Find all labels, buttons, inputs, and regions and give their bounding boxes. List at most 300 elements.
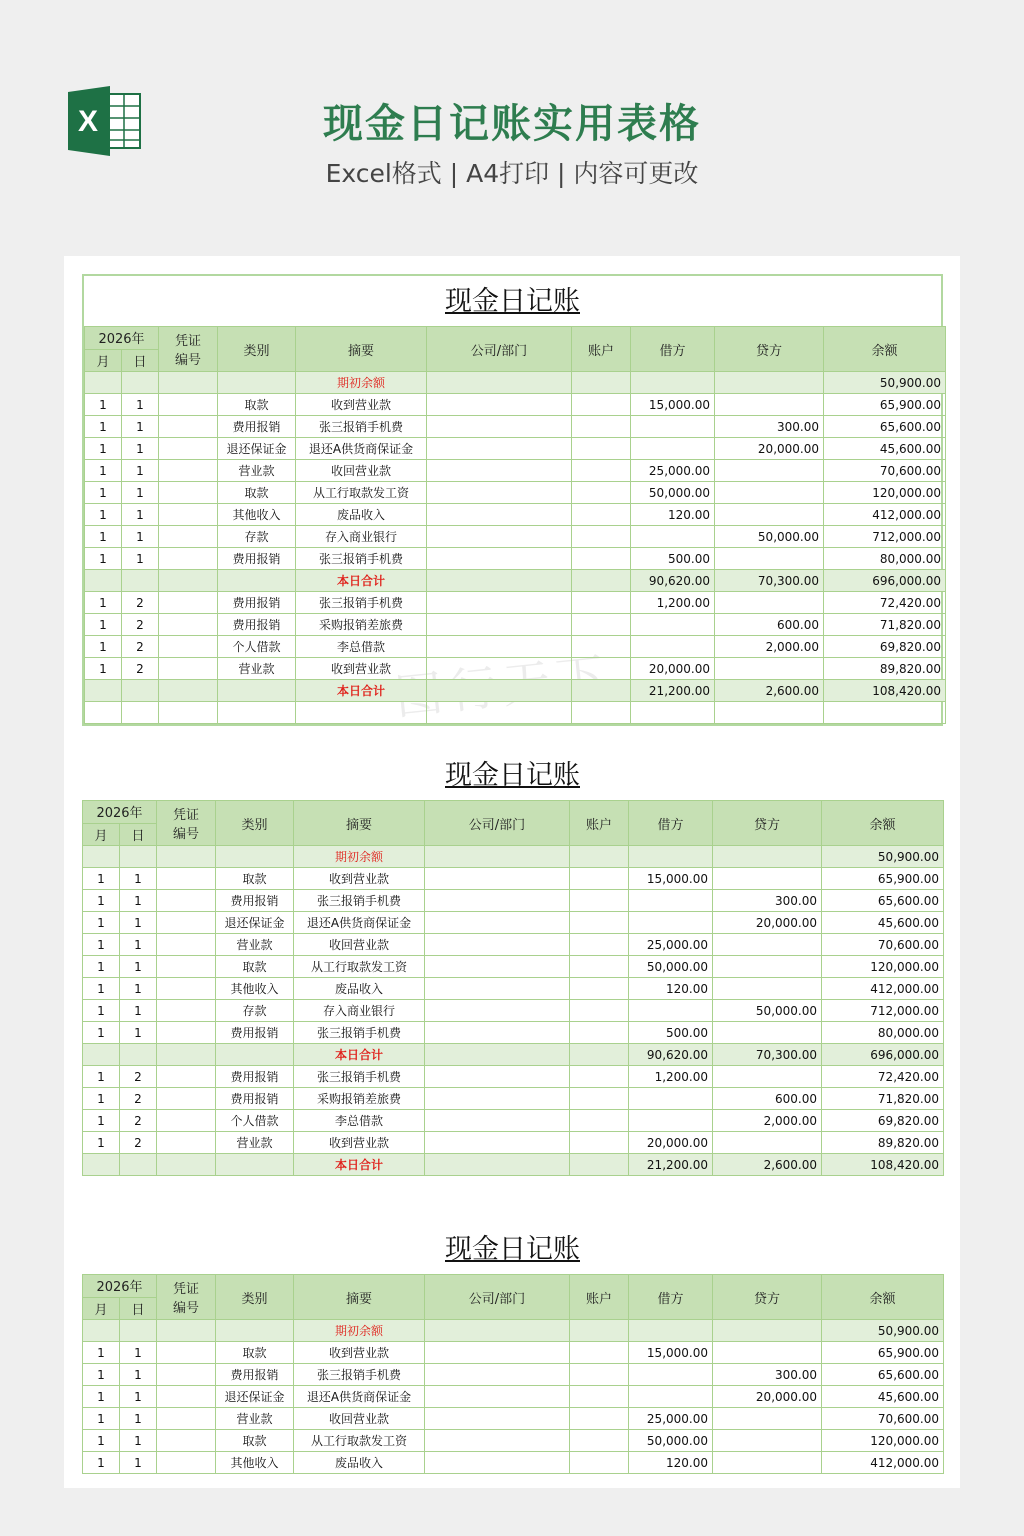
cell-company — [425, 1000, 570, 1022]
cell-day: 1 — [122, 394, 159, 416]
cell-day: 2 — [120, 1066, 157, 1088]
cell-summary: 退还A供货商保证金 — [296, 438, 427, 460]
cell-day: 1 — [120, 1430, 157, 1452]
cell — [425, 846, 570, 868]
cell-account — [570, 1408, 629, 1430]
cell-summary: 废品收入 — [294, 978, 425, 1000]
ledger-3 — [82, 1224, 943, 1474]
col-header-summary: 摘要 — [294, 1275, 425, 1320]
cell-debit — [631, 438, 715, 460]
cell-credit — [715, 658, 824, 680]
cell-day: 1 — [120, 1000, 157, 1022]
cell-voucher — [157, 1342, 216, 1364]
cell-day: 1 — [120, 1452, 157, 1474]
cell-month — [85, 680, 122, 702]
cell-month: 1 — [85, 394, 122, 416]
col-header-day: 日 — [122, 349, 159, 372]
col-header-year: 2026年 — [83, 801, 157, 824]
cell-day: 1 — [120, 1364, 157, 1386]
cell-credit — [715, 504, 824, 526]
cell-day — [122, 680, 159, 702]
cell — [157, 846, 216, 868]
cell-company — [425, 1342, 570, 1364]
cell-voucher — [159, 460, 218, 482]
table-row — [83, 956, 944, 978]
cell-balance: 120,000.00 — [822, 956, 944, 978]
cell-balance: 69,820.00 — [822, 1110, 944, 1132]
cell-day: 1 — [122, 504, 159, 526]
cell-category: 费用报销 — [218, 416, 296, 438]
cell-account — [570, 1430, 629, 1452]
table-row — [85, 548, 946, 570]
cell-debit — [629, 912, 713, 934]
cell-month: 1 — [85, 592, 122, 614]
cell-summary: 张三报销手机费 — [296, 416, 427, 438]
cell-account — [570, 1022, 629, 1044]
cell-day: 2 — [122, 614, 159, 636]
cell-account — [572, 394, 631, 416]
cell-account — [572, 482, 631, 504]
cell-credit: 600.00 — [713, 1088, 822, 1110]
daily-total-row — [83, 1044, 944, 1066]
cell-category: 存款 — [216, 1000, 294, 1022]
cell-voucher — [159, 570, 218, 592]
cell-company — [425, 1452, 570, 1474]
cell-account — [570, 1386, 629, 1408]
table-row — [83, 1408, 944, 1430]
cell-credit: 20,000.00 — [715, 438, 824, 460]
cell-balance: 412,000.00 — [824, 504, 946, 526]
cell-debit: 21,200.00 — [629, 1154, 713, 1176]
cell-account — [572, 416, 631, 438]
cell-voucher — [157, 1044, 216, 1066]
cell-voucher — [157, 912, 216, 934]
table-row — [83, 868, 944, 890]
cell-month: 1 — [85, 504, 122, 526]
cell-summary: 本日合计 — [294, 1154, 425, 1176]
cell-balance: 65,900.00 — [824, 394, 946, 416]
col-header-category: 类别 — [216, 801, 294, 846]
cell-company — [425, 868, 570, 890]
cell-debit — [631, 636, 715, 658]
table-row — [83, 1088, 944, 1110]
cell-voucher — [159, 680, 218, 702]
cell-category: 取款 — [216, 868, 294, 890]
cell — [631, 372, 715, 394]
table-row — [83, 978, 944, 1000]
cell-account — [572, 526, 631, 548]
cell-balance: 65,900.00 — [822, 868, 944, 890]
cell — [427, 372, 572, 394]
col-header-month: 月 — [83, 1297, 120, 1320]
cell-balance: 69,820.00 — [824, 636, 946, 658]
cell-debit: 25,000.00 — [629, 934, 713, 956]
cell-day: 1 — [122, 526, 159, 548]
cell-category: 取款 — [218, 482, 296, 504]
cell — [216, 846, 294, 868]
table-row — [85, 592, 946, 614]
cell-balance: 712,000.00 — [822, 1000, 944, 1022]
cell-category: 个人借款 — [216, 1110, 294, 1132]
cell — [713, 1320, 822, 1342]
cell-balance: 65,600.00 — [824, 416, 946, 438]
cell-company — [425, 1408, 570, 1430]
col-header-year: 2026年 — [83, 1275, 157, 1298]
opening-balance: 50,900.00 — [824, 372, 946, 394]
cell — [570, 846, 629, 868]
cell-day: 2 — [122, 658, 159, 680]
cell-debit: 50,000.00 — [629, 1430, 713, 1452]
cell-category: 退还保证金 — [216, 912, 294, 934]
cell-category: 退还保证金 — [216, 1386, 294, 1408]
cell-credit — [715, 592, 824, 614]
cell-account — [572, 570, 631, 592]
cell-company — [425, 934, 570, 956]
col-header-summary: 摘要 — [296, 327, 427, 372]
cell-category: 费用报销 — [218, 614, 296, 636]
cell-category: 取款 — [218, 394, 296, 416]
cell-credit — [713, 956, 822, 978]
daily-total-row — [85, 570, 946, 592]
excel-logo-letter: X — [77, 105, 99, 138]
cell-company — [425, 978, 570, 1000]
cell-month: 1 — [85, 526, 122, 548]
cell-balance: 45,600.00 — [822, 1386, 944, 1408]
cell-company — [427, 614, 572, 636]
cell-company — [425, 890, 570, 912]
cell-category: 营业款 — [218, 460, 296, 482]
cell-month — [85, 570, 122, 592]
cell-day: 1 — [122, 482, 159, 504]
cell-company — [425, 1110, 570, 1132]
cell-credit — [715, 394, 824, 416]
cell-credit — [715, 460, 824, 482]
cell-month: 1 — [85, 416, 122, 438]
ledger-title: 现金日记账 — [445, 1234, 580, 1265]
cell-category: 营业款 — [216, 1408, 294, 1430]
col-header-category: 类别 — [216, 1275, 294, 1320]
table-row — [83, 1430, 944, 1452]
cell-summary: 李总借款 — [294, 1110, 425, 1132]
cell-account — [572, 460, 631, 482]
ledger-2 — [82, 750, 943, 1176]
cell-voucher — [157, 1066, 216, 1088]
cell — [159, 372, 218, 394]
cell-summary: 本日合计 — [296, 570, 427, 592]
cell — [713, 846, 822, 868]
cell — [296, 702, 427, 724]
cell-day: 1 — [120, 912, 157, 934]
cell-voucher — [159, 636, 218, 658]
cell-month: 1 — [83, 890, 120, 912]
cell-account — [570, 956, 629, 978]
table-row — [83, 934, 944, 956]
cell-balance: 89,820.00 — [824, 658, 946, 680]
cell-balance: 696,000.00 — [824, 570, 946, 592]
cell-summary: 收到营业款 — [296, 394, 427, 416]
cell-voucher — [157, 1154, 216, 1176]
cell-voucher — [157, 1022, 216, 1044]
cell-account — [572, 438, 631, 460]
cell-voucher — [157, 1088, 216, 1110]
cell-category: 费用报销 — [216, 1022, 294, 1044]
cell-voucher — [159, 416, 218, 438]
cell-month: 1 — [83, 1430, 120, 1452]
cell-company — [427, 416, 572, 438]
cell-debit: 120.00 — [629, 1452, 713, 1474]
cell — [629, 846, 713, 868]
cell-balance: 89,820.00 — [822, 1132, 944, 1154]
cell-credit: 2,000.00 — [715, 636, 824, 658]
cell-credit: 50,000.00 — [715, 526, 824, 548]
cell-category: 取款 — [216, 1430, 294, 1452]
cell-balance: 71,820.00 — [822, 1088, 944, 1110]
cell-day: 1 — [120, 1386, 157, 1408]
cell-voucher — [157, 1430, 216, 1452]
cell-month: 1 — [83, 912, 120, 934]
cell-balance: 45,600.00 — [824, 438, 946, 460]
cell-summary: 张三报销手机费 — [294, 890, 425, 912]
cell-summary: 收回营业款 — [294, 1408, 425, 1430]
cell-voucher — [159, 438, 218, 460]
table-row — [85, 482, 946, 504]
col-header-debit: 借方 — [629, 1275, 713, 1320]
cell-debit: 15,000.00 — [629, 868, 713, 890]
col-header-month: 月 — [85, 349, 122, 372]
cell-company — [427, 394, 572, 416]
cell-credit: 600.00 — [715, 614, 824, 636]
cell — [83, 846, 120, 868]
cell-company — [425, 1044, 570, 1066]
table-row — [83, 1386, 944, 1408]
cell-summary: 收到营业款 — [294, 1342, 425, 1364]
sheet-preview — [64, 256, 960, 1488]
cell-credit: 20,000.00 — [713, 1386, 822, 1408]
cell-summary: 本日合计 — [296, 680, 427, 702]
cell — [824, 702, 946, 724]
cell-summary: 从工行取款发工资 — [296, 482, 427, 504]
cell-month: 1 — [83, 934, 120, 956]
cell — [216, 1320, 294, 1342]
cell-day — [120, 1154, 157, 1176]
cell-company — [427, 570, 572, 592]
cell-account — [570, 1342, 629, 1364]
cell-day: 1 — [120, 978, 157, 1000]
table-row — [83, 1000, 944, 1022]
cell-month: 1 — [83, 956, 120, 978]
opening-balance: 50,900.00 — [822, 846, 944, 868]
cell-account — [570, 1088, 629, 1110]
cell — [85, 702, 122, 724]
table-row — [83, 1342, 944, 1364]
cell-month: 1 — [83, 1132, 120, 1154]
opening-label: 期初余额 — [296, 372, 427, 394]
table-row — [85, 416, 946, 438]
table-row — [85, 526, 946, 548]
cell-category: 其他收入 — [216, 978, 294, 1000]
cell-company — [425, 956, 570, 978]
cell-category: 取款 — [216, 1342, 294, 1364]
cell-credit: 70,300.00 — [713, 1044, 822, 1066]
table-row — [83, 890, 944, 912]
cell-balance: 696,000.00 — [822, 1044, 944, 1066]
table-row — [85, 636, 946, 658]
ledger-1 — [82, 274, 943, 726]
cell-summary: 收回营业款 — [294, 934, 425, 956]
cell-debit: 90,620.00 — [631, 570, 715, 592]
cell — [120, 846, 157, 868]
col-header-balance: 余额 — [822, 1275, 944, 1320]
cell-account — [572, 614, 631, 636]
cell-debit: 15,000.00 — [631, 394, 715, 416]
cell-credit: 70,300.00 — [715, 570, 824, 592]
cell-company — [427, 636, 572, 658]
cell-company — [427, 526, 572, 548]
cell-account — [572, 636, 631, 658]
cell-credit: 50,000.00 — [713, 1000, 822, 1022]
daily-total-row — [83, 1154, 944, 1176]
cell-month — [83, 1044, 120, 1066]
cell — [572, 372, 631, 394]
cell-month: 1 — [85, 482, 122, 504]
cell-balance: 45,600.00 — [822, 912, 944, 934]
cell-day: 1 — [120, 1408, 157, 1430]
table-row — [83, 1132, 944, 1154]
cell — [425, 1320, 570, 1342]
cell — [427, 702, 572, 724]
cell-credit — [713, 1408, 822, 1430]
cell-category: 存款 — [218, 526, 296, 548]
cell-category: 费用报销 — [216, 1088, 294, 1110]
cell-debit: 50,000.00 — [631, 482, 715, 504]
cell-day: 1 — [120, 890, 157, 912]
cell-category — [216, 1044, 294, 1066]
cell-summary: 退还A供货商保证金 — [294, 912, 425, 934]
cell-balance: 70,600.00 — [824, 460, 946, 482]
cell-summary: 废品收入 — [294, 1452, 425, 1474]
cell-credit — [713, 1066, 822, 1088]
cell-company — [425, 1022, 570, 1044]
cell-debit: 25,000.00 — [629, 1408, 713, 1430]
cell-month — [83, 1154, 120, 1176]
cell-company — [425, 912, 570, 934]
cell-debit: 21,200.00 — [631, 680, 715, 702]
cell-account — [572, 658, 631, 680]
cell-debit — [629, 1000, 713, 1022]
cell-category: 费用报销 — [216, 1066, 294, 1088]
cell-day: 2 — [122, 592, 159, 614]
cell-balance: 70,600.00 — [822, 934, 944, 956]
cell-debit: 1,200.00 — [631, 592, 715, 614]
cell-account — [570, 1000, 629, 1022]
cell — [218, 372, 296, 394]
col-header-year: 2026年 — [85, 327, 159, 350]
cell-debit — [629, 1386, 713, 1408]
opening-balance: 50,900.00 — [822, 1320, 944, 1342]
cell-category: 费用报销 — [218, 548, 296, 570]
cell-debit — [629, 1088, 713, 1110]
table-row — [85, 504, 946, 526]
cell-month: 1 — [83, 1452, 120, 1474]
cell — [120, 1320, 157, 1342]
cell-account — [572, 548, 631, 570]
cell-category: 其他收入 — [218, 504, 296, 526]
cell-balance: 65,600.00 — [822, 890, 944, 912]
cell-summary: 收到营业款 — [296, 658, 427, 680]
cell-account — [572, 504, 631, 526]
cell-debit — [629, 890, 713, 912]
cell-voucher — [159, 548, 218, 570]
cell-account — [570, 1132, 629, 1154]
col-header-day: 日 — [120, 823, 157, 846]
cell-company — [427, 548, 572, 570]
cell-balance: 108,420.00 — [822, 1154, 944, 1176]
cell-day: 1 — [122, 548, 159, 570]
cell-month: 1 — [83, 1110, 120, 1132]
cell-balance: 108,420.00 — [824, 680, 946, 702]
cell-voucher — [157, 934, 216, 956]
cell-account — [570, 1044, 629, 1066]
cell-month: 1 — [85, 614, 122, 636]
cell-day: 2 — [120, 1132, 157, 1154]
cell-debit — [631, 614, 715, 636]
cell-summary: 收到营业款 — [294, 868, 425, 890]
cell-month: 1 — [83, 868, 120, 890]
cell-summary: 从工行取款发工资 — [294, 956, 425, 978]
cell-voucher — [157, 1364, 216, 1386]
cell-credit: 300.00 — [713, 890, 822, 912]
cell-company — [425, 1154, 570, 1176]
cell-debit: 120.00 — [629, 978, 713, 1000]
col-header-credit: 贷方 — [713, 801, 822, 846]
cell-debit: 50,000.00 — [629, 956, 713, 978]
cell-summary: 采购报销差旅费 — [296, 614, 427, 636]
cell — [159, 702, 218, 724]
cell-credit — [715, 482, 824, 504]
table-row — [85, 438, 946, 460]
cell-voucher — [157, 1000, 216, 1022]
cell-summary: 张三报销手机费 — [294, 1066, 425, 1088]
cell-voucher — [157, 956, 216, 978]
cell-balance: 80,000.00 — [822, 1022, 944, 1044]
page-title: 现金日记账实用表格 — [323, 101, 701, 147]
cell-account — [570, 912, 629, 934]
cell-month: 1 — [83, 1386, 120, 1408]
cell-credit: 2,600.00 — [715, 680, 824, 702]
cell-day: 2 — [122, 636, 159, 658]
col-header-balance: 余额 — [824, 327, 946, 372]
cell-summary: 张三报销手机费 — [294, 1364, 425, 1386]
cell — [157, 1320, 216, 1342]
cell — [631, 702, 715, 724]
cell-debit: 20,000.00 — [631, 658, 715, 680]
table-row — [83, 1066, 944, 1088]
cell-company — [425, 1386, 570, 1408]
cell-summary: 张三报销手机费 — [294, 1022, 425, 1044]
cell-balance: 412,000.00 — [822, 978, 944, 1000]
cell-day: 1 — [120, 868, 157, 890]
cell-debit: 500.00 — [631, 548, 715, 570]
cell-category: 费用报销 — [216, 1364, 294, 1386]
cell-category: 费用报销 — [218, 592, 296, 614]
cell-voucher — [159, 504, 218, 526]
cell-credit: 20,000.00 — [713, 912, 822, 934]
cell-balance: 412,000.00 — [822, 1452, 944, 1474]
ledger-table — [84, 326, 946, 724]
cell-voucher — [157, 890, 216, 912]
cell-credit — [713, 934, 822, 956]
cell-category: 费用报销 — [216, 890, 294, 912]
